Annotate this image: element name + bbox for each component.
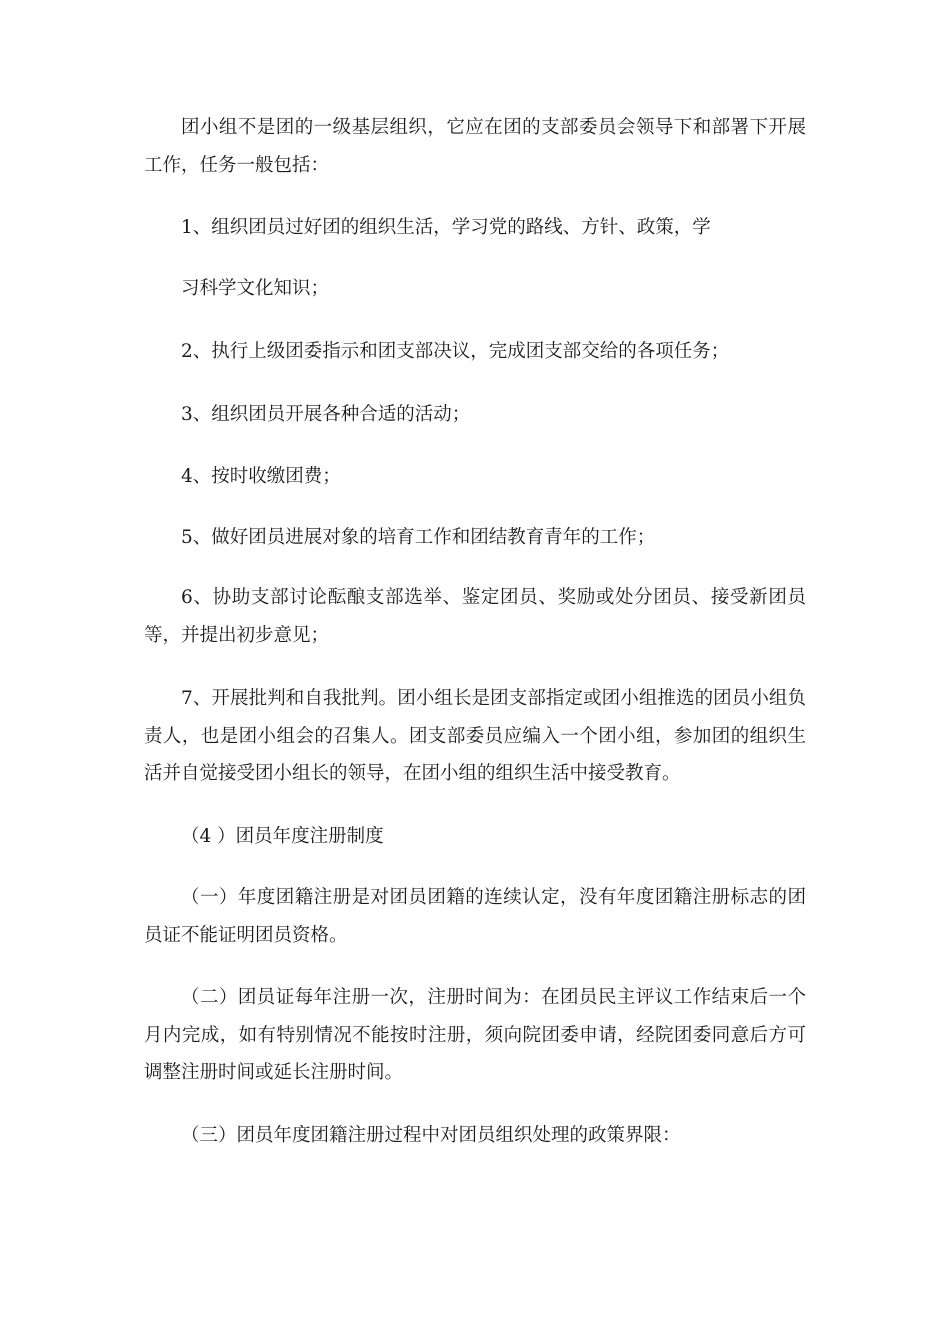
paragraph-clause-3: （三）团员年度团籍注册过程中对团员组织处理的政策界限： [181,1125,681,1146]
paragraph-item-5: 5、做好团员进展对象的培育工作和团结教育青年的工作； [181,527,656,548]
paragraph-item-3: 3、组织团员开展各种合适的活动； [181,404,471,425]
paragraph-item-6: 6、协助支部讨论酝酿支部选举、鉴定团员、奖励或处分团员、接受新团员等，并提出初步意见； [144,587,806,646]
paragraph-item-7: 7、开展批判和自我批判。团小组长是团支部指定或团小组推选的团员小组负责人，也是团小组会的召集人。团支部委员应编入一个团小组，参加团的组织生活并自觉接受团小组长的领导，在团小组的组织生活中接受教育。 [144,688,806,784]
section-heading-registration: （4 ）团员年度注册制度 [181,826,384,847]
paragraph-item-1-continued: 习科学文化知识； [181,278,330,299]
paragraph-item-2: 2、执行上级团委指示和团支部决议，完成团支部交给的各项任务； [181,341,730,362]
paragraph-intro: 团小组不是团的一级基层组织，它应在团的支部委员会领导下和部署下开展工作，任务一般包括： [144,117,806,176]
paragraph-item-1: 1、组织团员过好团的组织生活，学习党的路线、方针、政策，学 [181,217,711,238]
paragraph-item-4: 4、按时收缴团费； [181,466,341,487]
paragraph-clause-1: （一）年度团籍注册是对团员团籍的连续认定，没有年度团籍注册标志的团员证不能证明团员资格。 [144,887,806,946]
paragraph-clause-2: （二）团员证每年注册一次，注册时间为：在团员民主评议工作结束后一个月内完成，如有特别情况不能按时注册，须向院团委申请，经院团委同意后方可调整注册时间或延长注册时间。 [144,987,806,1083]
